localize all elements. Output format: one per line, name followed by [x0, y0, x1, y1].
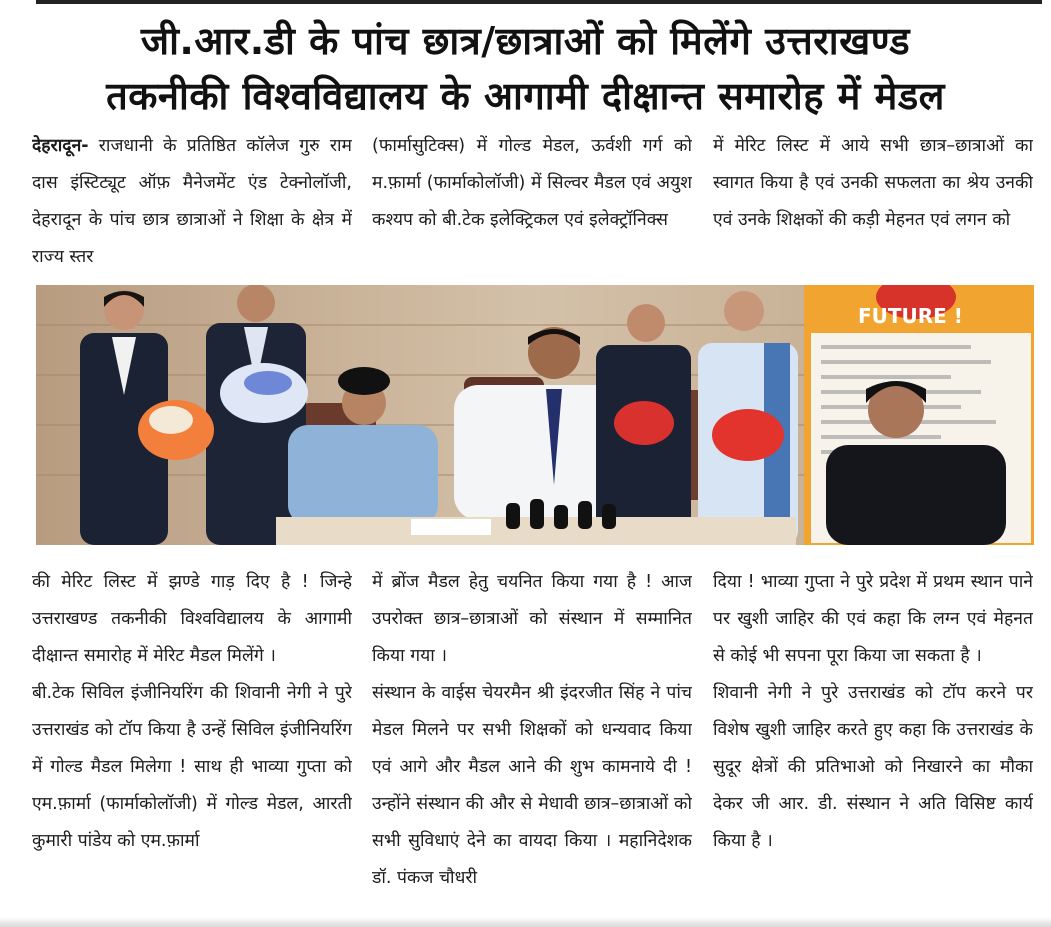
bottom-column-2	[372, 564, 692, 927]
bottom-column-2-para-1: में ब्रोंज मैडल हेतु चयनित किया गया है ! आज उपरोक्त छात्र–छात्राओं को संस्थान में सम्मानित किया गया ।	[372, 572, 692, 666]
headline	[0, 14, 1051, 124]
top-rule	[36, 0, 1042, 4]
bottom-column-3-para-1: दिया ! भाव्या गुप्ता ने पुरे प्रदेश में प्रथम स्थान पाने पर खुशी जाहिर की एवं कहा कि लग्न एवं मेहनत से कोई भी सपना पूरा किया जा सकता है ।	[713, 572, 1033, 666]
page-edge	[0, 917, 1051, 927]
photo-illustration	[36, 285, 1034, 545]
bottom-column-1	[32, 564, 352, 927]
bouquet	[138, 400, 214, 460]
top-column-3-text: में मेरिट लिस्ट में आये सभी छात्र–छात्राओं का स्वागत किया है एवं उनकी सफलता का श्रेय उनकी एवं उनके शिक्षकों की कड़ी मेहनत एवं लगन को	[713, 136, 1033, 230]
top-column-2-text: (फार्मासुटिक्स) में गोल्ड मेडल, ऊर्वशी गर्ग को म.फ़ार्मा (फार्माकोलॉजी) में सिल्वर मैडल एवं अयुश कश्यप को बी.टेक इलेक्ट्रिकल एवं इलेक्ट्रॉनिक्स	[372, 136, 692, 230]
headline-line-2: तकनीकी विश्वविद्यालय के आगामी दीक्षान्त समारोह में मेडल	[106, 74, 945, 118]
top-column-1-text: राजधानी के प्रतिष्ठित कॉलेज गुरु राम दास इंस्टिट्यूट ऑफ़ मैनेजमेंट एंड टेक्नोलॉजी, देहरादून के पांच छात्र छात्राओं ने शिक्षा के क्षेत्र में राज्य स्तर	[32, 136, 352, 267]
bottom-column-3	[713, 564, 1033, 927]
top-column-3	[713, 128, 1033, 276]
top-column-1	[32, 128, 352, 276]
bottom-column-2-para-2: संस्थान के वाईस चेयरमैन श्री इंदरजीत सिंह ने पांच मेडल मिलने पर सभी शिक्षकों को धन्यवाद किया एवं आगे और मैडल आने की शुभ कामनाये दी ! उन्होंने संस्थान की और से मेधावी छात्र–छात्राओं को सभी सुविधाएं देने का वायदा किया । महानिदेशक डॉ. पंकज चौधरी	[372, 683, 692, 888]
bouquet	[220, 363, 308, 423]
bottom-column-3-para-2: शिवानी नेगी ने पुरे उत्तराखंड को टॉप करने पर विशेष खुशी जाहिर करते हुए कहा कि उत्तराखंड के सुदूर क्षेत्रों की प्रतिभाओ को निखारने का मौका देकर जी आर. डी. संस्थान ने अति विसिष्ट कार्य किया है ।	[713, 683, 1033, 851]
headline-line-1: जी.आर.डी के पांच छात्र/छात्राओं को मिलेंगे उत्तराखण्ड	[140, 19, 911, 63]
bottom-column-1-para-1: की मेरिट लिस्ट में झण्डे गाड़ दिए है ! जिन्हे उत्तराखण्ड तकनीकी विश्वविद्यालय के आगामी दीक्षान्त समारोह में मेरिट मैडल मिलेंगे ।	[32, 572, 352, 666]
paper	[411, 519, 491, 535]
dateline: देहरादून-	[32, 136, 89, 156]
bottom-column-1-para-2: बी.टेक सिविल इंजीनियरिंग की शिवानी नेगी ने पुरे उत्तराखंड को टॉप किया है उन्हें सिविल इंजीनियरिंग में गोल्ड मैडल मिलेगा ! साथ ही भाव्या गुप्ता को एम.फ़ार्मा (फार्माकोलॉजी) में गोल्ड मेडल, आरती कुमारी पांडेय को एम.फ़ार्मा	[32, 683, 352, 851]
top-column-2	[372, 128, 692, 276]
banner-text: FUTURE !	[858, 304, 963, 328]
news-photo	[36, 285, 1034, 545]
